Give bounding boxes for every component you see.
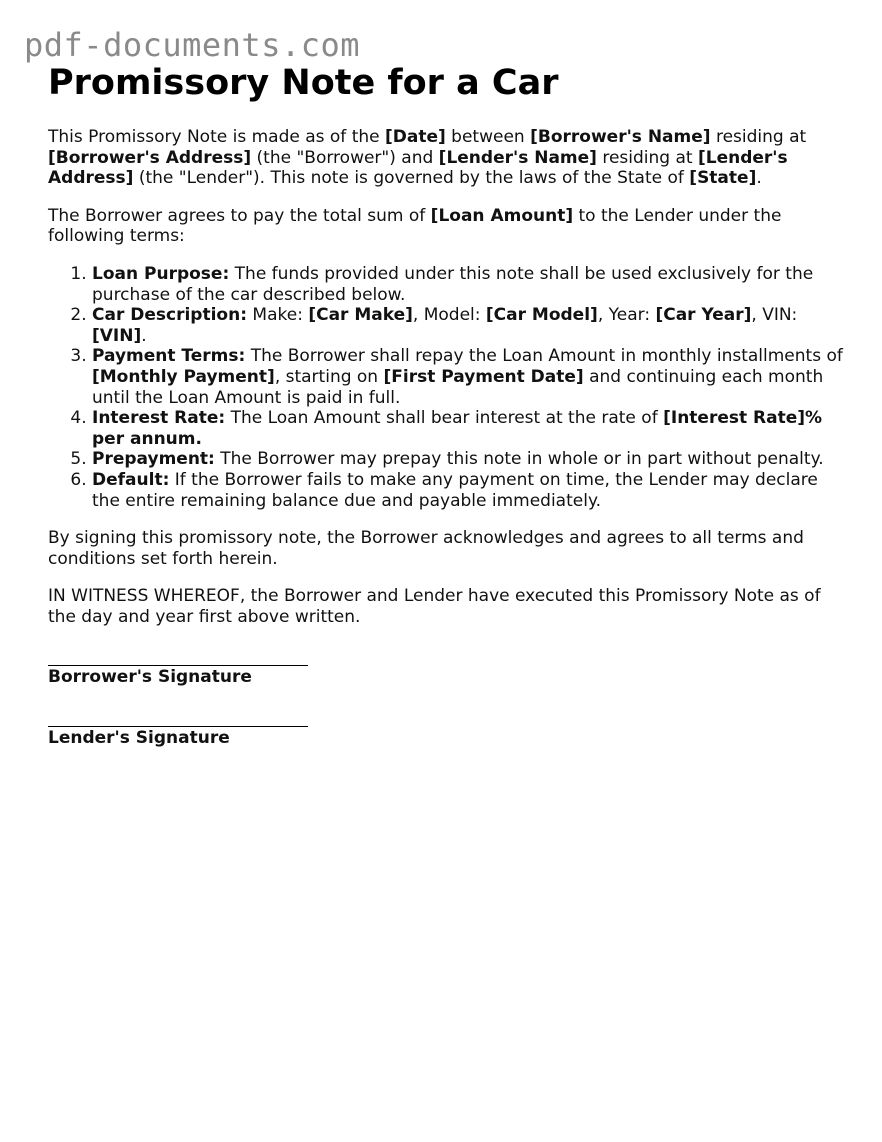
- borrower-signature-line[interactable]: [48, 654, 308, 666]
- acknowledgement-paragraph: By signing this promissory note, the Borrower acknowledges and agrees to all terms and conditions set forth herein.: [48, 528, 804, 569]
- terms-list: [48, 264, 848, 511]
- term-default: [92, 470, 848, 511]
- term-text: The Borrower shall repay the Loan Amount in monthly installments of: [245, 346, 843, 367]
- term-text: The funds provided under this note shall be used exclusively for the purchase of the car described below.: [92, 263, 814, 305]
- first-payment-date-placeholder: [First Payment Date]: [383, 366, 584, 387]
- term-label: Prepayment:: [92, 449, 215, 470]
- term-loan-purpose: [92, 264, 848, 305]
- term-payment-terms: [92, 346, 848, 408]
- loan-amount-placeholder: [Loan Amount]: [430, 205, 574, 226]
- borrower-name-placeholder: [Borrower's Name]: [530, 127, 711, 147]
- lender-signature-block: [48, 715, 848, 749]
- term-label: Car Description:: [92, 305, 248, 326]
- term-prepayment: [92, 449, 848, 470]
- monthly-payment-placeholder: [Monthly Payment]: [92, 366, 275, 387]
- intro-text: residing at: [596, 147, 698, 168]
- term-text: and continuing each month until the Loan Amount is paid in full.: [92, 366, 824, 408]
- term-text: , starting on: [274, 366, 384, 387]
- car-make-placeholder: [Car Make]: [308, 305, 413, 326]
- lender-signature-line[interactable]: [48, 715, 308, 727]
- site-watermark: pdf-documents.com: [24, 26, 361, 64]
- intro-text: This Promissory Note is made as of the: [48, 127, 385, 147]
- car-year-placeholder: [Car Year]: [655, 305, 752, 326]
- term-text: .: [141, 325, 147, 346]
- intro-text: between: [445, 127, 531, 147]
- term-text: If the Borrower fails to make any payment on time, the Lender may declare the entire remaining balance due and payable immediately.: [92, 469, 818, 511]
- term-text: , Year:: [597, 305, 656, 326]
- term-text: , Model:: [412, 305, 486, 326]
- document-page: [48, 62, 848, 749]
- term-label: Loan Purpose:: [92, 263, 230, 284]
- term-text: Make:: [247, 305, 309, 326]
- sum-paragraph: [48, 206, 848, 247]
- term-interest-rate: [92, 408, 848, 449]
- intro-text: .: [756, 168, 762, 189]
- vin-placeholder: [VIN]: [92, 325, 142, 346]
- term-label: Payment Terms:: [92, 346, 246, 367]
- intro-paragraph: [48, 127, 848, 189]
- term-car-description: [92, 305, 848, 346]
- term-label: Interest Rate:: [92, 408, 226, 429]
- term-text: , VIN:: [751, 305, 798, 326]
- borrower-address-placeholder: [Borrower's Address]: [48, 147, 252, 168]
- lender-signature-label: Lender's Signature: [48, 728, 230, 749]
- borrower-signature-block: [48, 654, 848, 688]
- car-model-placeholder: [Car Model]: [485, 305, 598, 326]
- witness-paragraph: IN WITNESS WHEREOF, the Borrower and Lender have executed this Promissory Note as of the day and year first above written.: [48, 586, 821, 627]
- sum-text: to the Lender under the following terms:: [48, 205, 782, 247]
- borrower-signature-label: Borrower's Signature: [48, 667, 252, 688]
- interest-rate-placeholder: [Interest Rate]% per annum.: [92, 408, 823, 449]
- term-label: Default:: [92, 469, 170, 490]
- intro-text: residing at: [710, 127, 807, 147]
- intro-text: (the "Lender"). This note is governed by the laws of the State of: [133, 168, 690, 189]
- sum-text: The Borrower agrees to pay the total sum of: [48, 205, 431, 226]
- lender-address-placeholder: [Lender's Address]: [48, 147, 788, 189]
- term-text: The Loan Amount shall bear interest at the rate of: [225, 408, 664, 429]
- lender-name-placeholder: [Lender's Name]: [438, 147, 597, 168]
- state-placeholder: [State]: [689, 168, 757, 189]
- term-text: The Borrower may prepay this note in whole or in part without penalty.: [214, 449, 824, 470]
- date-placeholder: [Date]: [385, 127, 446, 147]
- intro-text: (the "Borrower") and: [251, 147, 439, 168]
- document-title: Promissory Note for a Car: [48, 63, 559, 103]
